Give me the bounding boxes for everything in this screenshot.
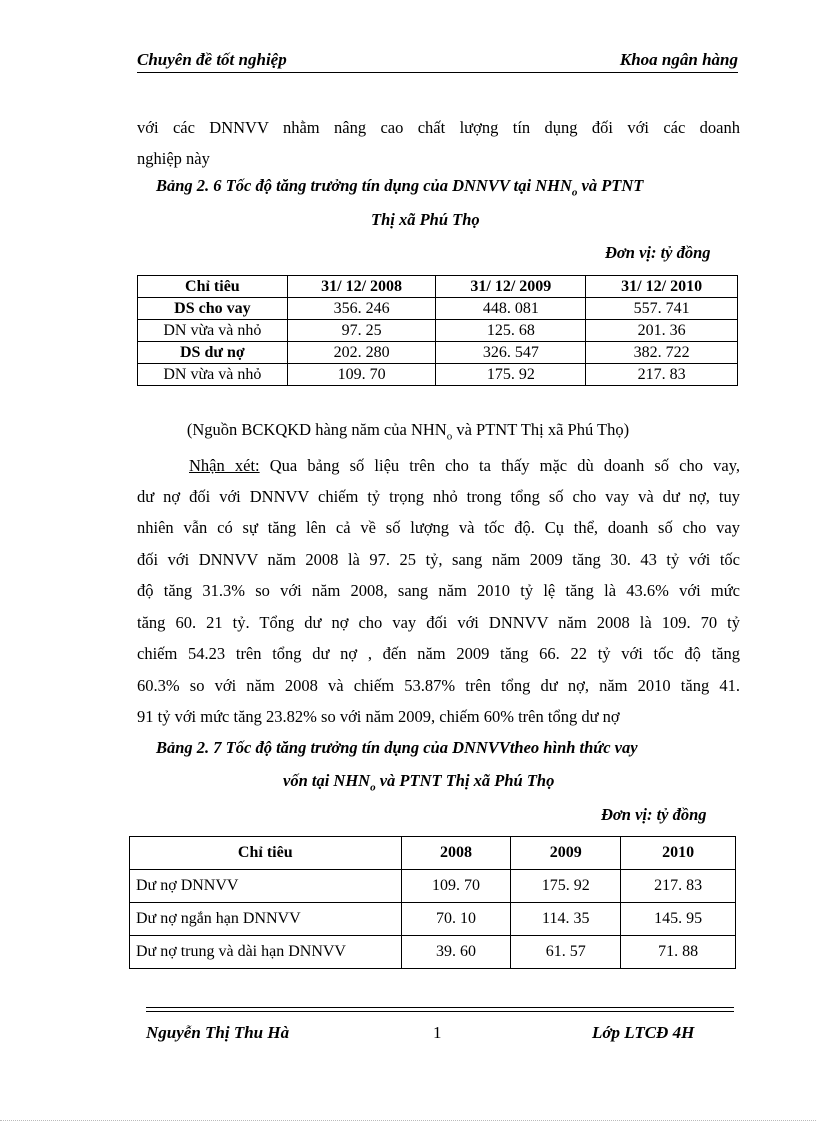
table-row xyxy=(138,364,738,386)
footer-divider xyxy=(146,1007,734,1008)
table-cell: 71. 88 xyxy=(621,936,736,969)
table-cell: 145. 95 xyxy=(621,903,736,936)
table-cell: 557. 741 xyxy=(586,298,738,320)
table1-caption: Bảng 2. 6 Tốc độ tăng trưởng tín dụng của DNNVV tại $NHN_o$ và PTNT xyxy=(156,176,644,199)
table-row xyxy=(130,903,736,936)
table2 xyxy=(129,836,736,969)
comment-line: độ tăng 31.3% so với năm 2008, sang năm 2010 tỷ lệ tăng là 43.6% với mức xyxy=(137,581,740,600)
table2-header-cell: Chỉ tiêu xyxy=(130,837,402,870)
table-cell: Dư nợ trung và dài hạn DNNVV xyxy=(130,936,402,969)
table-cell: 201. 36 xyxy=(586,320,738,342)
table1-header-cell: 31/ 12/ 2009 xyxy=(436,276,586,298)
table-cell: Dư nợ ngắn hạn DNNVV xyxy=(130,903,402,936)
table-cell: DS dư nợ xyxy=(138,342,288,364)
table-cell: 448. 081 xyxy=(436,298,586,320)
table-cell: DN vừa và nhỏ xyxy=(138,364,288,386)
comment-label: Nhận xét: xyxy=(189,456,260,475)
table1-header-cell: 31/ 12/ 2010 xyxy=(586,276,738,298)
table-cell: DS cho vay xyxy=(138,298,288,320)
table-cell: 70. 10 xyxy=(401,903,511,936)
comment-line: nhiên vẫn có sự tăng lên cả về số lượng và tốc độ. Cụ thể, doanh số cho vay xyxy=(137,518,740,537)
table-cell: 109. 70 xyxy=(287,364,436,386)
table-cell: 125. 68 xyxy=(436,320,586,342)
table-cell: 326. 547 xyxy=(436,342,586,364)
table-cell: 61. 57 xyxy=(511,936,621,969)
comment-line: tăng 60. 21 tỷ. Tổng dư nợ cho vay đối với DNNVV năm 2008 là 109. 70 tỷ xyxy=(137,613,740,632)
table2-caption-line2: vốn tại $NHN_o$ và PTNT Thị xã Phú Thọ xyxy=(283,771,555,794)
table-row xyxy=(130,936,736,969)
table1-header-row xyxy=(138,276,738,298)
page-number: 1 xyxy=(433,1023,442,1042)
table1-unit: Đơn vị: tỷ đồng xyxy=(605,243,711,262)
table2-caption: Bảng 2. 7 Tốc độ tăng trưởng tín dụng của DNNVVtheo hình thức vay xyxy=(156,738,638,757)
comment-line: 60.3% so với năm 2008 và chiếm 53.87% trên tổng dư nợ, năm 2010 tăng 41. xyxy=(137,676,740,695)
table-cell: 356. 246 xyxy=(287,298,436,320)
table-cell: 202. 280 xyxy=(287,342,436,364)
table-row xyxy=(138,298,738,320)
footer-class: Lớp LTCĐ 4H xyxy=(592,1023,695,1042)
table-cell: 217. 83 xyxy=(621,870,736,903)
footer-divider xyxy=(146,1011,734,1012)
table-cell: 114. 35 xyxy=(511,903,621,936)
table-row xyxy=(130,870,736,903)
table2-header-row xyxy=(130,837,736,870)
table2-header-cell: 2008 xyxy=(401,837,511,870)
table2-unit: Đơn vị: tỷ đồng xyxy=(601,805,707,824)
footer-author: Nguyễn Thị Thu Hà xyxy=(146,1023,290,1042)
table-cell: 109. 70 xyxy=(401,870,511,903)
table-cell: Dư nợ DNNVV xyxy=(130,870,402,903)
table2-header-cell: 2010 xyxy=(621,837,736,870)
comment-line: đối với DNNVV năm 2008 là 97. 25 tỷ, sang năm 2009 tăng 30. 43 tỷ với tốc xyxy=(137,550,740,569)
page-boundary xyxy=(0,1120,816,1121)
comment-line: dư nợ đối với DNNVV chiếm tỷ trọng nhỏ trong tổng số cho vay và dư nợ, tuy xyxy=(137,487,740,506)
table-cell: 175. 92 xyxy=(511,870,621,903)
intro-line-1: với các DNNVV nhằm nâng cao chất lượng tín dụng đối với các doanh xyxy=(137,118,740,137)
source-note: (Nguồn BCKQKD hàng năm của $NHN_o$ và PTNT Thị xã Phú Thọ) xyxy=(186,420,630,443)
intro-line-2: nghiệp này xyxy=(137,149,210,168)
comment-line: 91 tỷ với mức tăng 23.82% so với năm 2009, chiếm 60% trên tổng dư nợ xyxy=(137,707,620,726)
table1-header-cell: Chỉ tiêu xyxy=(138,276,288,298)
table-cell: 175. 92 xyxy=(436,364,586,386)
table-row xyxy=(138,320,738,342)
header-left: Chuyên đề tốt nghiệp xyxy=(137,50,287,69)
table-cell: 217. 83 xyxy=(586,364,738,386)
table2-header-cell: 2009 xyxy=(511,837,621,870)
table-cell: 97. 25 xyxy=(287,320,436,342)
table-row xyxy=(138,342,738,364)
table-cell: 39. 60 xyxy=(401,936,511,969)
table1-header-cell: 31/ 12/ 2008 xyxy=(287,276,436,298)
comment-line-1: Nhận xét: Qua bảng số liệu trên cho ta thấy mặc dù doanh số cho vay, xyxy=(189,456,740,475)
table1-caption-line2: Thị xã Phú Thọ xyxy=(371,210,480,229)
page-header xyxy=(137,48,738,73)
comment-line: chiếm 54.23 trên tổng dư nợ , đến năm 2009 tăng 66. 22 tỷ với tốc độ tăng xyxy=(137,644,740,663)
table-cell: DN vừa và nhỏ xyxy=(138,320,288,342)
table-cell: 382. 722 xyxy=(586,342,738,364)
header-right: Khoa ngân hàng xyxy=(619,50,738,69)
table1 xyxy=(137,275,738,386)
